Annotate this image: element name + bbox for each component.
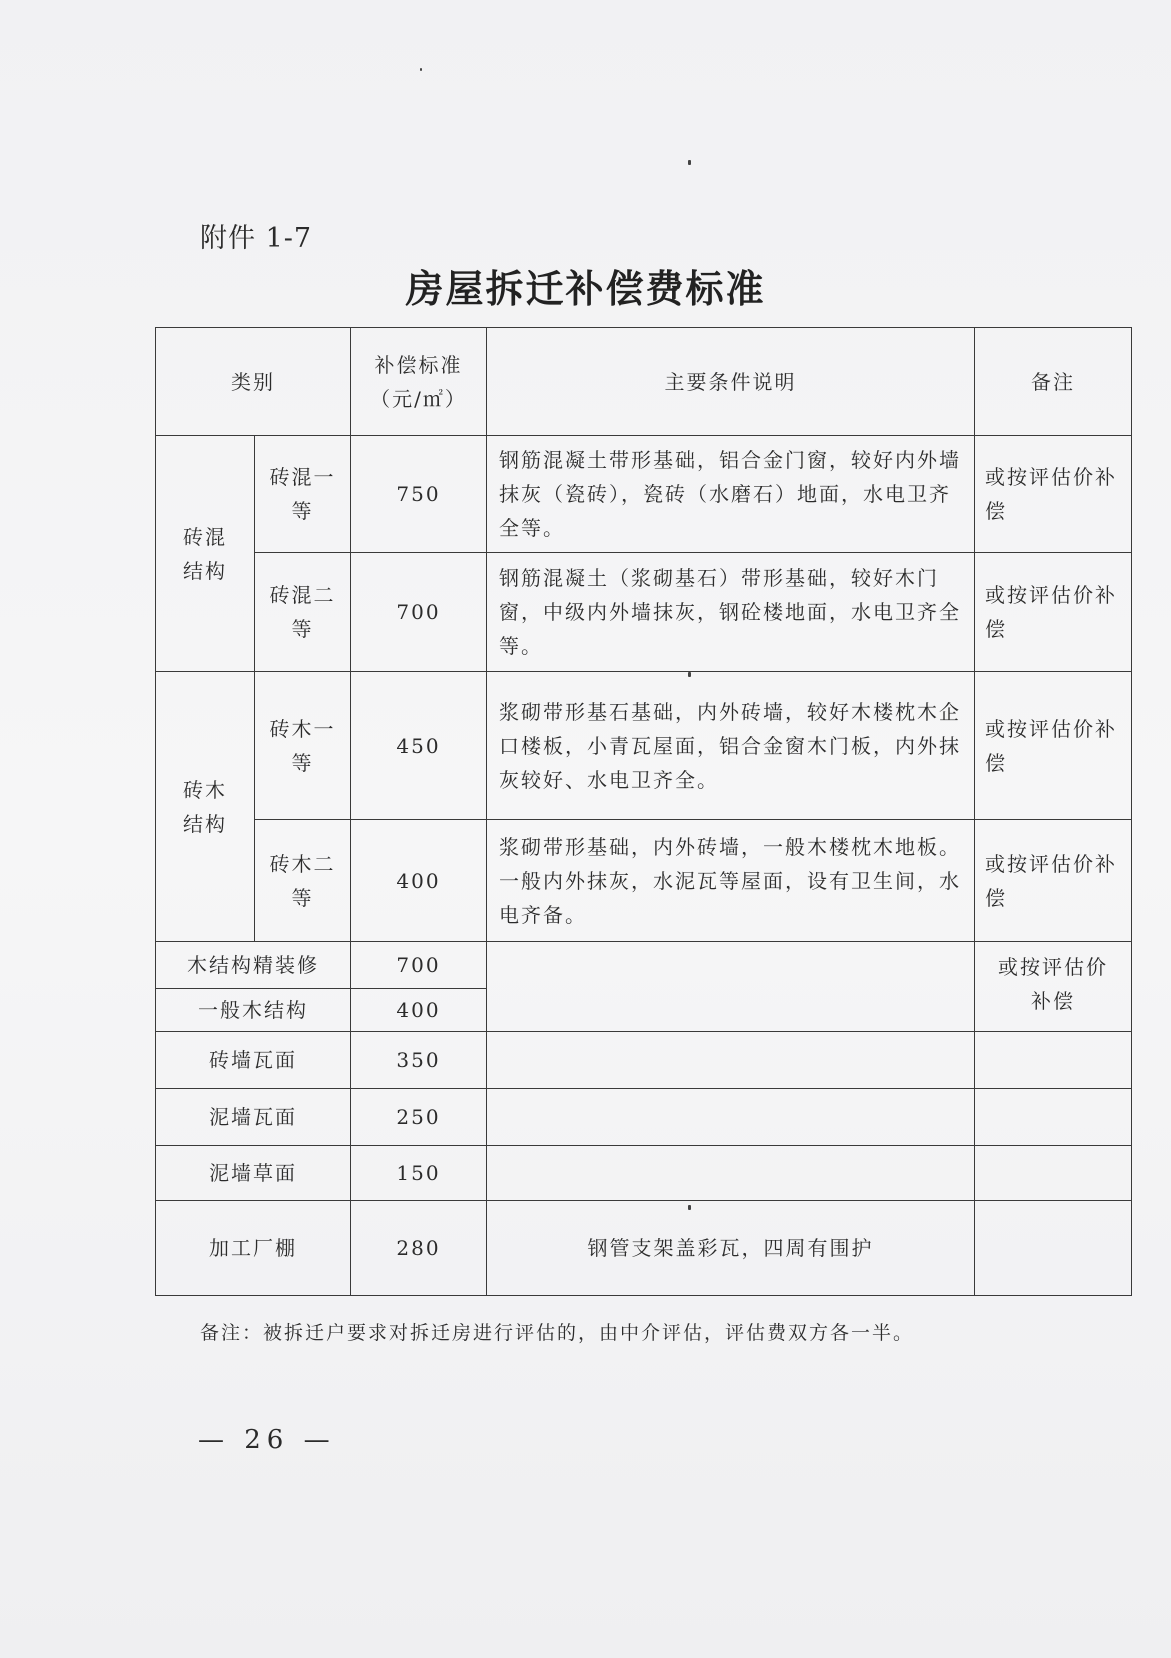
standard-value: 700	[351, 553, 487, 672]
header-remarks: 备注	[975, 328, 1132, 436]
condition-description: 浆砌带形基石基础，内外砖墙，较好木楼枕木企口楼板，小青瓦屋面，铝合金窗木门板，内外抹灰较好、水电卫齐全。	[487, 672, 975, 820]
remark-empty	[975, 1032, 1132, 1089]
subcategory: 砖混一等	[255, 436, 351, 553]
table-row	[156, 1032, 1132, 1089]
remark-empty	[975, 1146, 1132, 1201]
condition-description-empty	[487, 1032, 975, 1089]
document-title: 房屋拆迁补偿费标准	[405, 266, 766, 311]
standard-value: 280	[351, 1201, 487, 1296]
table-row	[156, 436, 1132, 553]
standard-value: 350	[351, 1032, 487, 1089]
standard-value: 700	[351, 942, 487, 989]
remark: 或按评估价补偿	[975, 672, 1132, 820]
category-label: 泥墙瓦面	[156, 1089, 351, 1146]
header-category: 类别	[156, 328, 351, 436]
standard-value: 450	[351, 672, 487, 820]
scan-speck	[420, 68, 422, 71]
category-label: 泥墙草面	[156, 1146, 351, 1201]
condition-description-empty	[487, 942, 975, 1032]
group-brick-wood: 砖木结构	[156, 672, 255, 942]
attachment-label: 附件 1-7	[200, 223, 313, 254]
header-conditions: 主要条件说明	[487, 328, 975, 436]
subcategory: 砖混二等	[255, 553, 351, 672]
condition-description-empty	[487, 1089, 975, 1146]
header-standard-unit: （元/㎡）	[370, 386, 467, 411]
standard-value: 400	[351, 989, 487, 1032]
table-row	[156, 1146, 1132, 1201]
standard-value: 250	[351, 1089, 487, 1146]
remark: 或按评估价补偿	[975, 820, 1132, 942]
page-number: — 26 —	[198, 1425, 336, 1455]
table-row	[156, 1201, 1132, 1296]
table-row	[156, 820, 1132, 942]
table-row	[156, 553, 1132, 672]
standard-value: 400	[351, 820, 487, 942]
subcategory: 砖木二等	[255, 820, 351, 942]
condition-description: 浆砌带形基础，内外砖墙，一般木楼枕木地板。一般内外抹灰，水泥瓦等屋面，设有卫生间，水电齐备。	[487, 820, 975, 942]
table-row	[156, 672, 1132, 820]
compensation-standard-table	[155, 327, 1132, 1296]
remark: 或按评估价补偿	[975, 553, 1132, 672]
standard-value: 750	[351, 436, 487, 553]
standard-value: 150	[351, 1146, 487, 1201]
category-label: 一般木结构	[156, 989, 351, 1032]
table-row	[156, 1089, 1132, 1146]
category-label: 木结构精装修	[156, 942, 351, 989]
table-header-row	[156, 328, 1132, 436]
category-label: 砖墙瓦面	[156, 1032, 351, 1089]
subcategory: 砖木一等	[255, 672, 351, 820]
remark: 或按评估价补偿	[975, 942, 1132, 1032]
condition-description: 钢筋混凝土（浆砌基石）带形基础，较好木门窗，中级内外墙抹灰，钢砼楼地面，水电卫齐全等。	[487, 553, 975, 672]
condition-description-empty	[487, 1146, 975, 1201]
remark-empty	[975, 1201, 1132, 1296]
category-label: 加工厂棚	[156, 1201, 351, 1296]
scan-speck	[688, 160, 691, 165]
header-standard	[351, 328, 487, 436]
group-brick-concrete: 砖混结构	[156, 436, 255, 672]
table-row	[156, 942, 1132, 989]
condition-description: 钢管支架盖彩瓦，四周有围护	[487, 1201, 975, 1296]
header-standard-line1: 补偿标准	[374, 352, 463, 377]
condition-description: 钢筋混凝土带形基础，铝合金门窗，较好内外墙抹灰（瓷砖），瓷砖（水磨石）地面，水电卫齐全等。	[487, 436, 975, 553]
footnote: 备注：被拆迁户要求对拆迁房进行评估的，由中介评估，评估费双方各一半。	[200, 1322, 915, 1344]
remark: 或按评估价补偿	[975, 436, 1132, 553]
remark-empty	[975, 1089, 1132, 1146]
